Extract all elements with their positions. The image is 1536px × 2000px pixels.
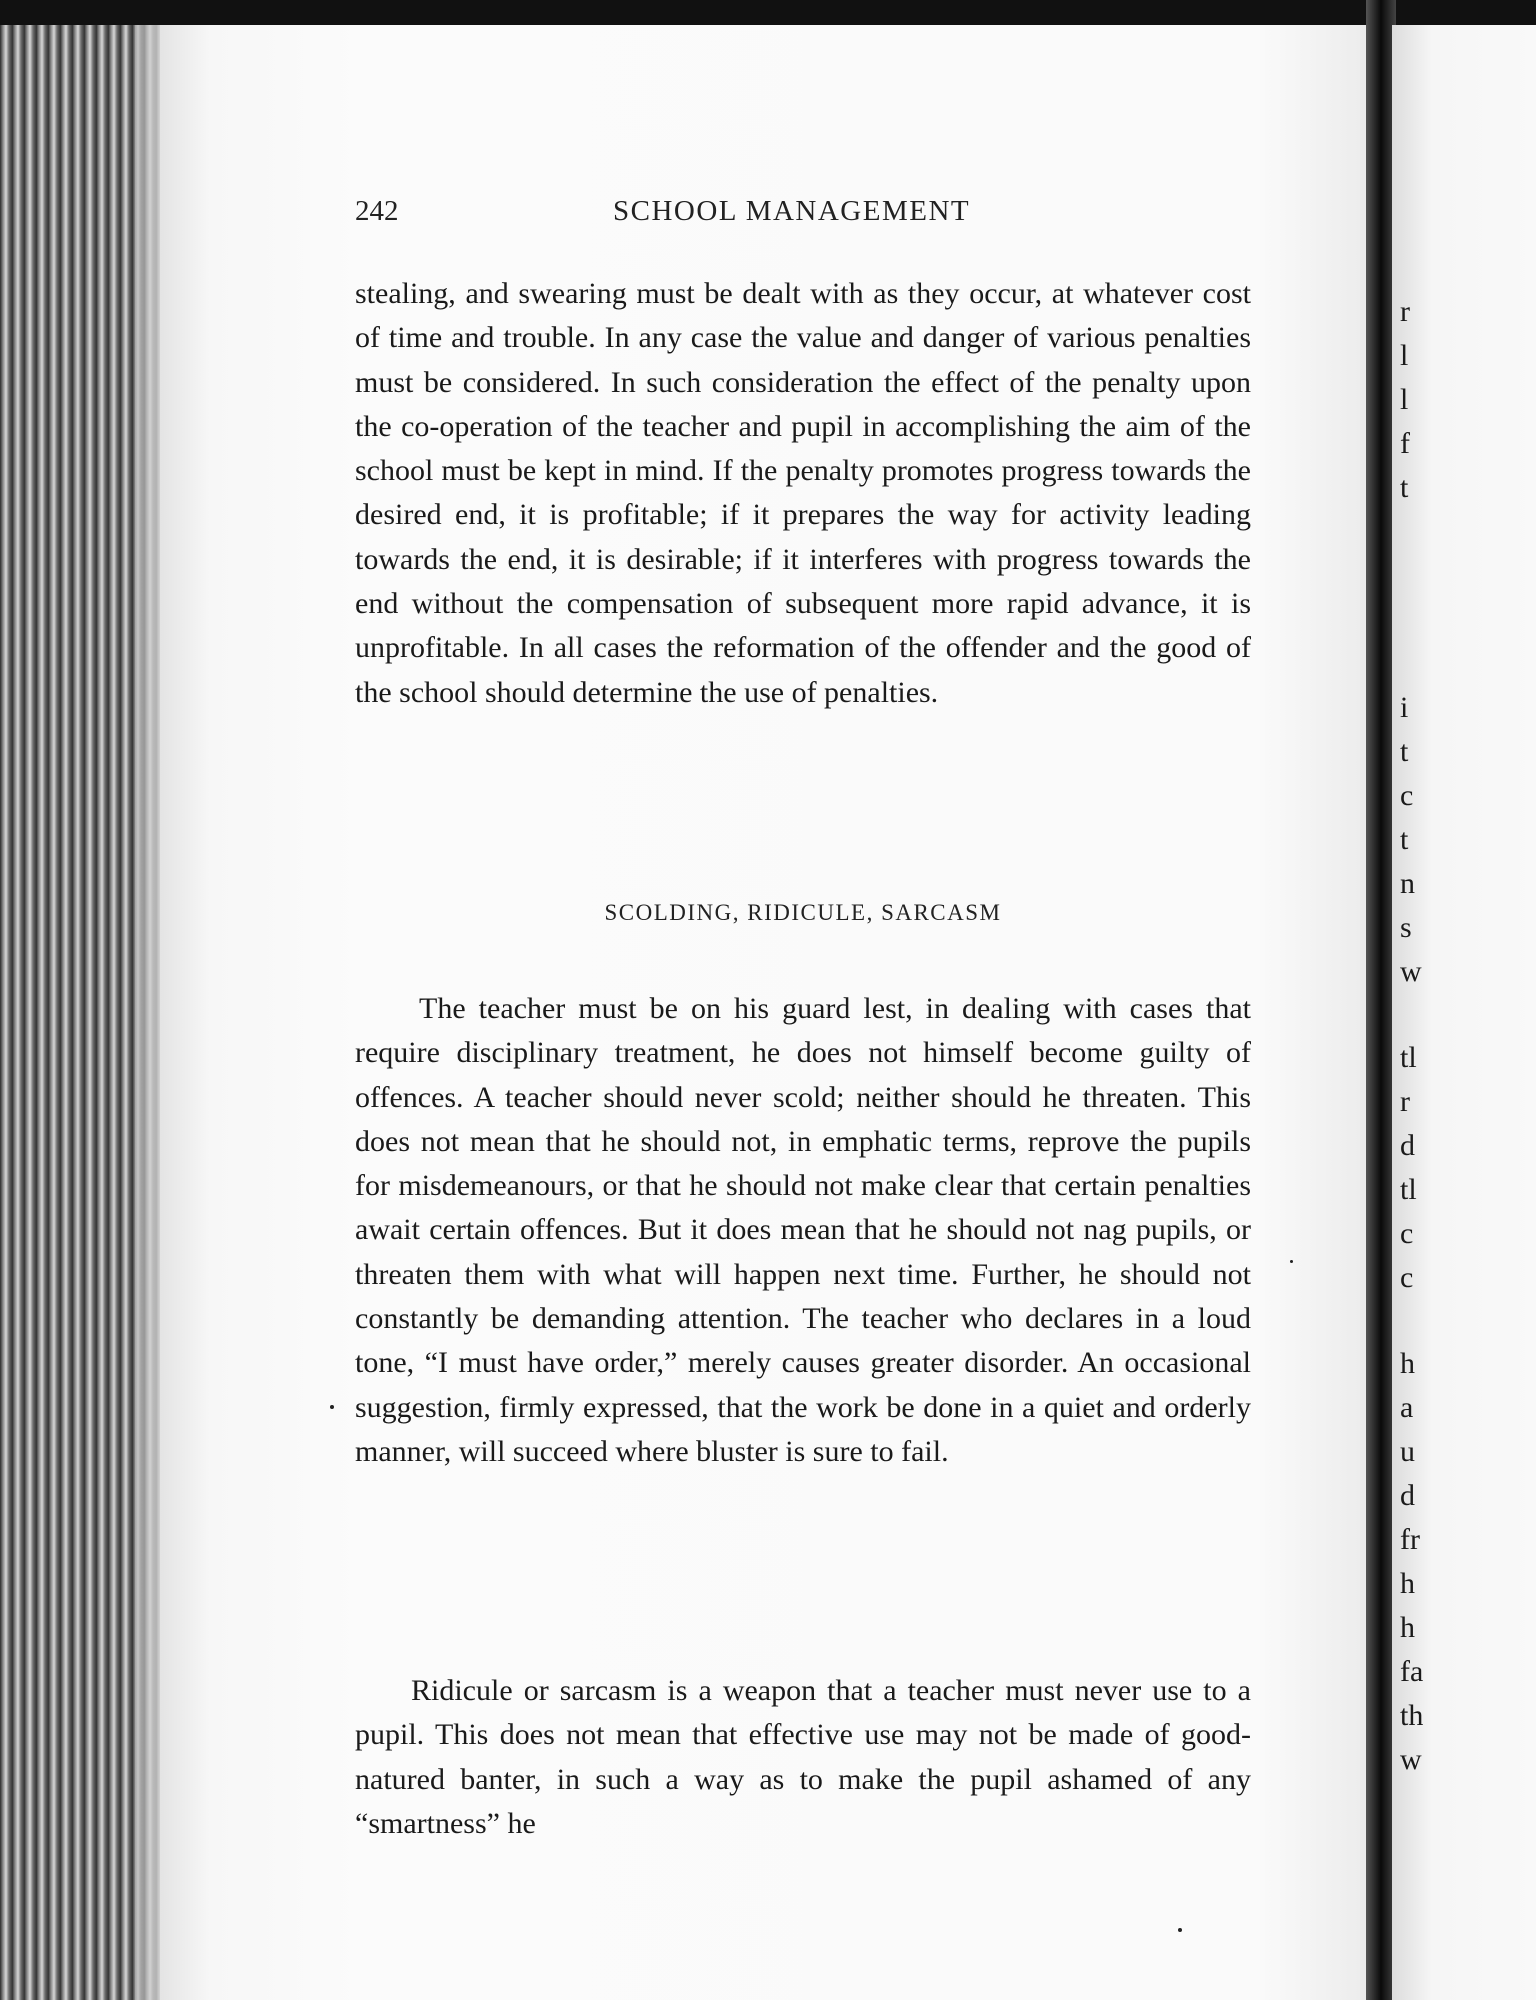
right-fragment: i — [1400, 691, 1409, 724]
right-fragment: c — [1400, 779, 1414, 812]
right-fragment: n — [1400, 867, 1415, 900]
right-fragment: t — [1400, 735, 1409, 768]
right-page — [1392, 25, 1536, 2000]
running-head — [355, 195, 1255, 235]
right-fragment: tl — [1400, 1041, 1417, 1074]
right-fragment: fa — [1400, 1655, 1424, 1688]
right-fragment: t — [1400, 823, 1409, 856]
running-title: SCHOOL MANAGEMENT — [613, 195, 971, 227]
right-fragment: th — [1400, 1699, 1424, 1732]
paper-speck — [1290, 1260, 1293, 1263]
right-fragment: s — [1400, 911, 1412, 944]
right-fragment: l — [1400, 339, 1409, 372]
right-fragment: h — [1400, 1567, 1415, 1600]
right-fragment: r — [1400, 1085, 1410, 1118]
section-heading: SCOLDING, RIDICULE, SARCASM — [604, 900, 1002, 925]
right-fragment: a — [1400, 1391, 1414, 1424]
right-fragment: c — [1400, 1217, 1414, 1250]
right-fragment: l — [1400, 383, 1409, 416]
right-fragment: h — [1400, 1347, 1415, 1380]
right-fragment: d — [1400, 1129, 1415, 1162]
right-fragment: r — [1400, 295, 1410, 328]
right-fragment: tl — [1400, 1173, 1417, 1206]
page-number: 242 — [355, 195, 399, 227]
right-fragment: w — [1400, 955, 1422, 988]
page-edges — [0, 25, 175, 2000]
paper-speck — [1178, 1928, 1182, 1932]
right-fragment: w — [1400, 1743, 1422, 1776]
paper-speck — [330, 1405, 334, 1409]
right-fragment: f — [1400, 427, 1410, 460]
right-fragment: c — [1400, 1261, 1414, 1294]
right-fragment: t — [1400, 471, 1409, 504]
right-fragment: fr — [1400, 1523, 1420, 1556]
paragraph-ridicule: Ridicule or sarcasm is a weapon that a teacher must never use to a pupil. This does not mean that effective use may not be made of good-natured banter, in such a way as to make the pupil ashamed of any “smartness” he — [355, 1674, 1251, 1840]
paragraph-penalties: stealing, and swearing must be dealt with as they occur, at whatever cost of time and trouble. In any case the value and danger of various penalties must be considered. In such consideration the effect of the penalty upon the co-operation of the teacher and pupil in accomplishing the aim of the school must be kept in mind. If the penalty promotes progress towards the desired end, it is profitable; if it prepares the way for activity leading towards the end, it is desirable; if it interferes with progress towards the end without the compensation of subsequent more rapid advance, it is unprofitable. In all cases the reformation of the offender and the good of the school should determine the use of penalties. — [355, 277, 1251, 709]
paragraph-scolding: The teacher must be on his guard lest, in dealing with cases that require disciplinary treatment, he does not himself become guilty of offences. A teacher should never scold; neither should he threaten. This does not mean that he should not, in emphatic terms, reprove the pupils for misdemeanours, or that he should not make clear that certain penalties await certain offences. But it does mean that he should not nag pupils, or threaten them with what will happen next time. Further, he should not constantly be demanding attention. The teacher who declares in a loud tone, “I must have order,” merely causes greater disorder. An occasional suggestion, firmly expressed, that the work be done in a quiet and orderly manner, will succeed where bluster is sure to fail. — [355, 992, 1251, 1468]
right-fragment: d — [1400, 1479, 1415, 1512]
right-fragment: u — [1400, 1435, 1415, 1468]
right-fragment: h — [1400, 1611, 1415, 1644]
